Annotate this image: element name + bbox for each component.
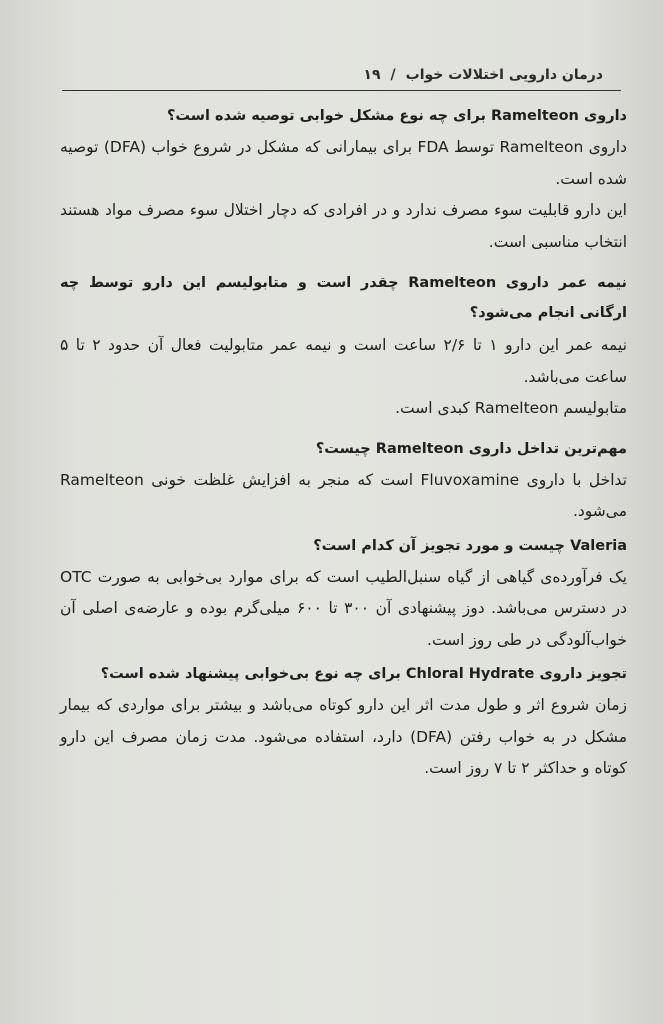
page-body bbox=[60, 102, 627, 785]
header-separator: / bbox=[390, 67, 396, 83]
answer-paragraph: نیمه عمر این دارو ۱ تا ۲/۶ ساعت است و نیمه عمر متابولیت فعال آن حدود ۲ تا ۵ ساعت می‌باشد. bbox=[60, 336, 628, 386]
answer-paragraph: متابولیسم Ramelteon کبدی است. bbox=[395, 399, 627, 417]
answer-paragraph: تداخل با داروی Fluvoxamine است که منجر به افزایش غلظت خونی Ramelteon می‌شود. bbox=[60, 470, 627, 520]
page-number: ۱۹ bbox=[363, 67, 381, 83]
question-chloral-hydrate: تجویز داروی Chloral Hydrate برای چه نوع بی‌خوابی پیشنهاد شده است؟ bbox=[100, 666, 627, 682]
header-title: درمان دارویی اختلالات خواب bbox=[405, 67, 603, 83]
answer-paragraph: یک فرآورده‌ی گیاهی از گیاه سنبل‌الطیب است که برای موارد بی‌خوابی به صورت OTC در دسترس می‌باشد. دوز پیشنهادی آن ۳۰۰ تا ۶۰۰ میلی‌گرم بوده و عارضه‌ی اصلی آن خواب‌آلودگی در طی روز است. bbox=[60, 567, 628, 649]
question-ramelteon-indication: داروی Ramelteon برای چه نوع مشکل خوابی توصیه شده است؟ bbox=[166, 108, 627, 124]
answer-paragraph: داروی Ramelteon توسط FDA برای بیمارانی که مشکل در شروع خواب (DFA) توصیه شده است. bbox=[60, 138, 627, 188]
question-valeria: Valeria چیست و مورد تجویز آن کدام است؟ bbox=[313, 537, 627, 554]
question-ramelteon-interaction: مهم‌ترین تداخل داروی Ramelteon چیست؟ bbox=[315, 440, 627, 457]
answer-paragraph: زمان شروع اثر و طول مدت اثر این دارو کوتاه می‌باشد و بیشتر برای مواردی که بیمار مشکل در به خواب رفتن (DFA) دارد، استفاده می‌شود. مدت زمان مصرف این دارو کوتاه و حداکثر ۲ تا ۷ روز است. bbox=[60, 696, 627, 777]
answer-paragraph: این دارو قابلیت سوء مصرف ندارد و در افرادی که دچار اختلال سوء مصرف مواد هستند انتخاب مناسبی است. bbox=[60, 201, 627, 251]
header-divider bbox=[62, 90, 621, 91]
question-ramelteon-half-life: نیمه عمر داروی Ramelteon چقدر است و متابولیسم این دارو توسط چه ارگانی انجام می‌شود؟ bbox=[60, 275, 627, 321]
running-header bbox=[62, 62, 603, 88]
